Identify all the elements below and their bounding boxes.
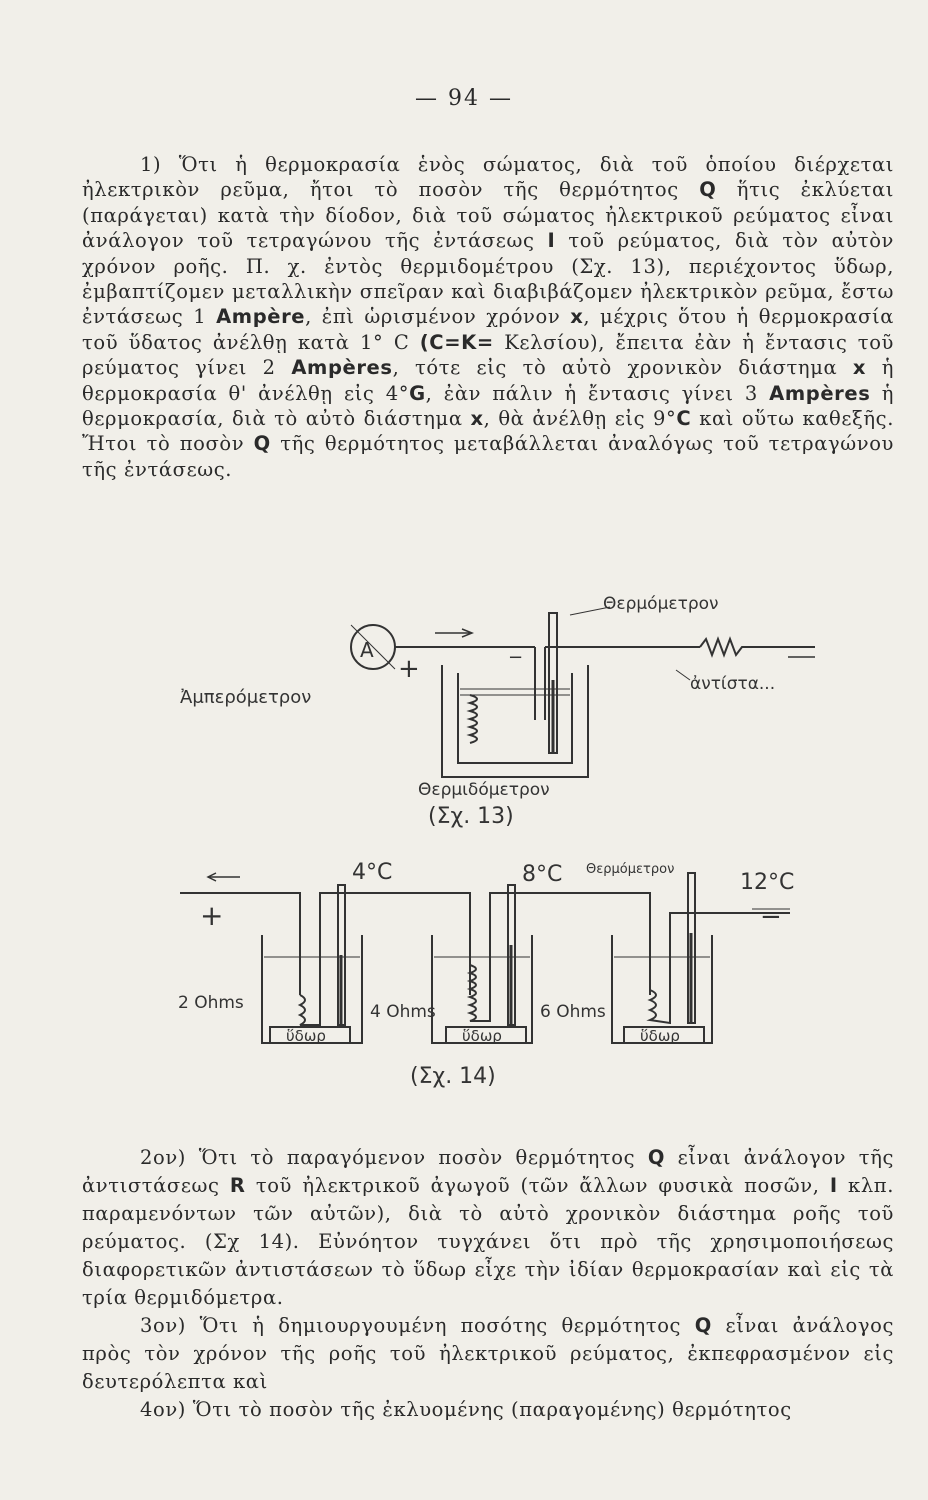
page-number: — 94 — <box>415 86 513 111</box>
plus-sign-14: + <box>200 899 224 932</box>
calorimeter-outer <box>442 665 588 777</box>
thermometer-label-14: Θερμόμετρον <box>586 862 675 877</box>
water-label-3: ὕδωρ <box>640 1027 680 1045</box>
lower-text <box>82 1144 894 1424</box>
water-label-1: ὕδωρ <box>286 1027 326 1045</box>
plus-sign: + <box>398 654 420 684</box>
figure-14-caption: (Σχ. 14) <box>410 1064 496 1089</box>
temp-label-1: 4°C <box>352 860 393 885</box>
water-label-2: ὕδωρ <box>462 1027 502 1045</box>
resistance-label-3: 6 Ohms <box>540 1002 606 1022</box>
paragraph-1: 1) Ὅτι ἡ θερμοκρασία ἑνὸς σώματος, διὰ τοῦ ὁποίου διέρχεται ἠλεκτρικὸν ρεῦμα, ἤτοι τὸ ποσὸν τῆς θερμότητος Q ἥτις ἐκλύεται (παράγεται) κατὰ τὴν δίοδον, διὰ τοῦ σώματος ἠλεκτρικοῦ ρεύματος εἶναι ἀνάλογον τοῦ τετραγώνου τῆς ἐντάσεως I τοῦ ρεύματος, διὰ τὸν αὐτὸν χρόνον ροῆς. Π. χ. ἐντὸς θερμιδομέτρου (Σχ. 13), περιέχοντος ὕδωρ, ἐμβαπτίζομεν μεταλλικὴν σπεῖραν καὶ διαβιβάζομεν ἠλεκτρικὸν ρεῦμα, ἔστω ἐντάσεως 1 Ampère, ἐπὶ ὡρισμένον χρόνον x, μέχρις ὅτου ἡ θερμοκρασία τοῦ ὕδατος ἀνέλθῃ κατὰ 1° C (C=K= Κελσίου), ἔπειτα ἐὰν ἡ ἔντασις τοῦ ρεύματος γίνει 2 Ampères, τότε εἰς τὸ αὐτὸ χρονικὸν διάστημα x ἡ θερμοκρασία θ' ἀνέλθῃ εἰς 4°G, ἐὰν πάλιν ἡ ἔντασις γίνει 3 Ampères ἡ θερμοκρασία, διὰ τὸ αὐτὸ διάστημα x, θὰ ἀνέλθῃ εἰς 9°C καὶ οὕτω καθεξῆς. Ἤτοι τὸ ποσὸν Q τῆς θερμότητος μεταβάλλεται ἀναλόγως τοῦ τετραγώνου τῆς ἐντάσεως. <box>82 153 895 481</box>
resistance-label-2: 4 Ohms <box>370 1002 436 1022</box>
coil-1 <box>300 995 320 1025</box>
paragraph-4: 4ον) Ὅτι τὸ ποσὸν τῆς ἐκλυομένης (παραγομένης) θερμότητος <box>140 1398 792 1421</box>
coil-2 <box>470 965 490 1021</box>
figure-13 <box>0 585 928 830</box>
temp-label-2: 8°C <box>522 862 563 887</box>
minus-sign-14: − <box>760 902 782 932</box>
paragraph-2: 2ον) Ὅτι τὸ παραγόμενον ποσὸν θερμότητος Q εἶναι ἀνάλογον τῆς ἀντιστάσεως R τοῦ ἠλεκτρικοῦ ἀγωγοῦ (τῶν ἄλλων φυσικὰ ποσῶν, I κλπ. παραμενόντων τῶν αὐτῶν), διὰ τὸ αὐτὸ χρονικὸν διάστημα ροῆς τοῦ ρεύματος. (Σχ 14). Εὐνόητον τυγχάνει ὅτι πρὸ τῆς χρησιμοποιήσεως διαφορετικῶν ἀντιστάσεων τὸ ὕδωρ εἶχε τὴν ἰδίαν θερμοκρασίαν καὶ εἰς τὰ τρία θερμιδόμετρα. <box>82 1146 895 1309</box>
resistance-label-1: 2 Ohms <box>178 993 244 1013</box>
thermometer-label: Θερμόμετρον <box>603 594 719 614</box>
minus-sign: − <box>508 647 524 668</box>
temp-label-3: 12°C <box>740 870 795 895</box>
figure-13-caption: (Σχ. 13) <box>428 804 514 829</box>
ammeter-label: Ἀμπερόμετρον <box>180 687 312 708</box>
calorimeter-label: Θερμιδόμετρον <box>418 780 550 800</box>
coil-3 <box>650 990 670 1023</box>
figure-14 <box>0 845 928 1110</box>
paragraph-3: 3ον) Ὅτι ἡ δημιουργουμένη ποσότης θερμότητος Q εἶναι ἀνάλογος πρὸς τὸν χρόνον τῆς ροῆς τοῦ ἠλεκτρικοῦ ρεύματος, ἐκπεφρασμένον εἰς δευτερόλεπτα καὶ <box>82 1314 894 1393</box>
resistance-zigzag <box>700 639 815 655</box>
ammeter-symbol: A <box>360 638 374 662</box>
coil <box>470 695 477 743</box>
resistance-label: ἀντίστα... <box>690 674 776 694</box>
